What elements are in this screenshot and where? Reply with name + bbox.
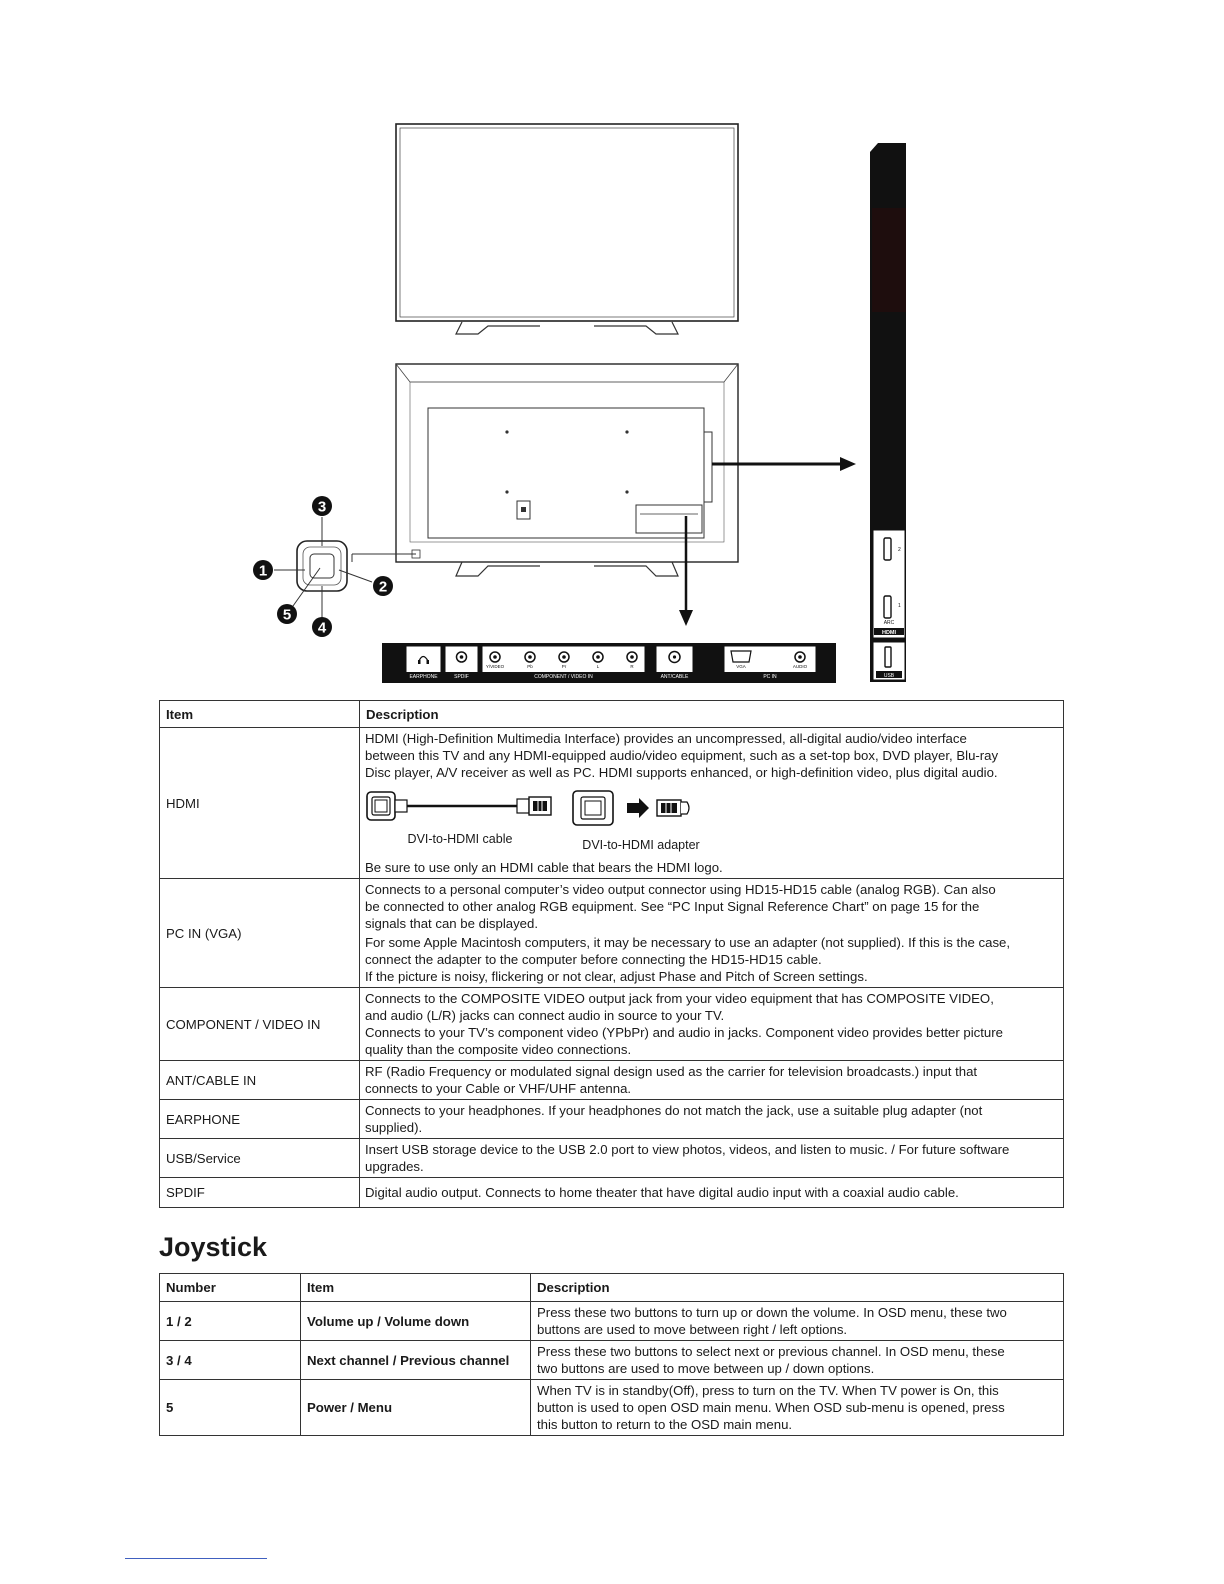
desc-line: two buttons are used to move between up / down options. [537,1361,875,1376]
pr-label: Pr [561,664,567,669]
callout-5-label: 5 [282,606,292,624]
desc-line: button is used to open OSD main menu. When OSD sub-menu is opened, press [537,1400,1005,1415]
desc-line: HDMI (High-Definition Multimedia Interface) provides an uncompressed, all-digital audio/video interface [365,731,967,746]
desc-line: RF (Radio Frequency or modulated signal design used as the carrier for television broadcasts.) input that [365,1064,978,1079]
callout-2 [373,576,393,596]
row-description [531,1341,1064,1380]
adapter-caption: DVI-to-HDMI adapter [582,838,700,852]
row-description [360,988,1064,1061]
desc-line: supplied). [365,1120,423,1135]
usb-label: USB [883,673,895,679]
row-item: COMPONENT / VIDEO IN [160,988,360,1061]
cable-caption: DVI-to-HDMI cable [407,832,513,846]
desc-line: between this TV and any HDMI-equipped audio/video equipment, such as a set-top box, DVD player, Blu-ray [365,748,999,763]
ant-label: ANT/CABLE [660,674,689,680]
desc-line: buttons are used to move between right / left options. [537,1322,848,1337]
table-row-hdmi [160,728,1064,879]
table-row [160,1380,1064,1436]
l-label: L [596,664,600,669]
row-number: 3 / 4 [160,1341,301,1380]
callout-2-label: 2 [378,578,388,596]
table-row-component [160,988,1064,1061]
row-description [531,1302,1064,1341]
header-description: Description [531,1274,1064,1302]
table-row-pc-in [160,879,1064,988]
callout-4-label: 4 [317,619,327,637]
desc-line: Connects to your TV’s component video (YPbPr) and audio in jacks. Component video provides better picture [365,1025,1003,1040]
row-item: USB/Service [160,1139,360,1178]
hdmi1-label: 1 [898,603,901,609]
callout-1 [253,560,273,580]
callout-4 [312,617,332,637]
row-description [360,1061,1064,1100]
desc-line: Insert USB storage device to the USB 2.0 port to view photos, videos, and listen to music. / For future software [365,1142,1010,1157]
dvi-hdmi-cable-icon [365,789,555,823]
desc-line: Connects to your headphones. If your headphones do not match the jack, use a suitable plug adapter (not [365,1103,983,1118]
ports-table-header [160,701,1064,728]
header-description: Description [360,701,1064,728]
pb-label: Pb [527,664,533,669]
row-item: HDMI [160,728,360,879]
table-row [160,1302,1064,1341]
desc-line: be connected to other analog RGB equipment. See “PC Input Signal Reference Chart” on page 15 for the [365,899,980,914]
desc-line: signals that can be displayed. [365,916,539,931]
callout-3 [312,496,332,516]
bottom-connector-panel [382,643,836,683]
callout-1-label: 1 [258,562,268,580]
row-description [360,1139,1064,1178]
desc-line: Connects to a personal computer’s video output connector using HD15-HD15 cable (analog RGB). Can also [365,882,996,897]
component-label: COMPONENT / VIDEO IN [534,674,593,680]
tv-front-view [396,124,738,334]
row-description [360,1178,1064,1208]
hdmi-note: Be sure to use only an HDMI cable that bears the HDMI logo. [365,860,723,875]
row-item: Power / Menu [301,1380,531,1436]
footnote-divider [125,1558,267,1559]
table-row [160,1341,1064,1380]
arc-label: ARC [883,620,895,626]
row-item: EARPHONE [160,1100,360,1139]
desc-line: this button to return to the OSD main menu. [537,1417,793,1432]
row-number: 5 [160,1380,301,1436]
joystick-table-header [160,1274,1064,1302]
desc-line: and audio (L/R) jacks can connect audio in source to your TV. [365,1008,725,1023]
hdmi-cable-figures [365,789,1058,853]
desc-line: quality than the composite video connections. [365,1042,632,1057]
header-item: Item [301,1274,531,1302]
row-description [360,1100,1064,1139]
row-item: ANT/CABLE IN [160,1061,360,1100]
dvi-hdmi-adapter-figure [571,789,711,854]
desc-line: Press these two buttons to turn up or down the volume. In OSD menu, these two [537,1305,1007,1320]
desc-line: For some Apple Macintosh computers, it may be necessary to use an adapter (not supplied). If this is the case, [365,935,1011,950]
spdif-label: SPDIF [454,674,469,680]
audio-label: AUDIO [792,664,808,669]
header-number: Number [160,1274,301,1302]
desc-line: Connects to the COMPOSITE VIDEO output jack from your video equipment that has COMPOSITE VIDEO, [365,991,994,1006]
dvi-hdmi-cable-figure [365,789,555,848]
header-item: Item [160,701,360,728]
side-connector-panel [870,143,906,682]
row-item: Volume up / Volume down [301,1302,531,1341]
desc-line: upgrades. [365,1159,424,1174]
desc-line: If the picture is noisy, flickering or not clear, adjust Phase and Pitch of Screen settings. [365,969,868,984]
row-description [360,879,1064,988]
ports-table [159,700,1064,1208]
callout-3-label: 3 [317,498,327,516]
dvi-hdmi-adapter-icon [571,789,711,829]
row-description [531,1380,1064,1436]
row-description [360,728,1064,879]
row-number: 1 / 2 [160,1302,301,1341]
r-label: R [630,664,634,669]
table-row-ant-cable [160,1061,1064,1100]
table-row-usb [160,1139,1064,1178]
desc-line: Press these two buttons to select next or previous channel. In OSD menu, these [537,1344,1005,1359]
joystick-illustration [274,517,416,618]
hdmi-logo-label: HDMI [881,630,897,636]
desc-line: When TV is in standby(Off), press to turn on the TV. When TV power is On, this [537,1383,999,1398]
pc-in-label: PC IN [763,674,777,680]
table-row-spdif [160,1178,1064,1208]
row-item: SPDIF [160,1178,360,1208]
callout-5 [277,604,297,624]
hdmi2-label: 2 [898,547,901,553]
joystick-heading: Joystick [159,1232,268,1262]
desc-line: Digital audio output. Connects to home theater that have digital audio input with a coaxial audio cable. [365,1185,959,1200]
desc-line: connect the adapter to the computer before connecting the HD15-HD15 cable. [365,952,822,967]
desc-line: Disc player, A/V receiver as well as PC. HDMI supports enhanced, or high-definition video, plus digital audio. [365,765,998,780]
earphone-label: EARPHONE [409,674,438,680]
y-video-label: Y/VIDEO [485,664,505,669]
tv-connection-diagram [0,0,1224,700]
vga-label: VGA [736,664,746,669]
table-row-earphone [160,1100,1064,1139]
row-item: Next channel / Previous channel [301,1341,531,1380]
joystick-table [159,1273,1064,1436]
row-item: PC IN (VGA) [160,879,360,988]
desc-line: connects to your Cable or VHF/UHF antenna. [365,1081,632,1096]
